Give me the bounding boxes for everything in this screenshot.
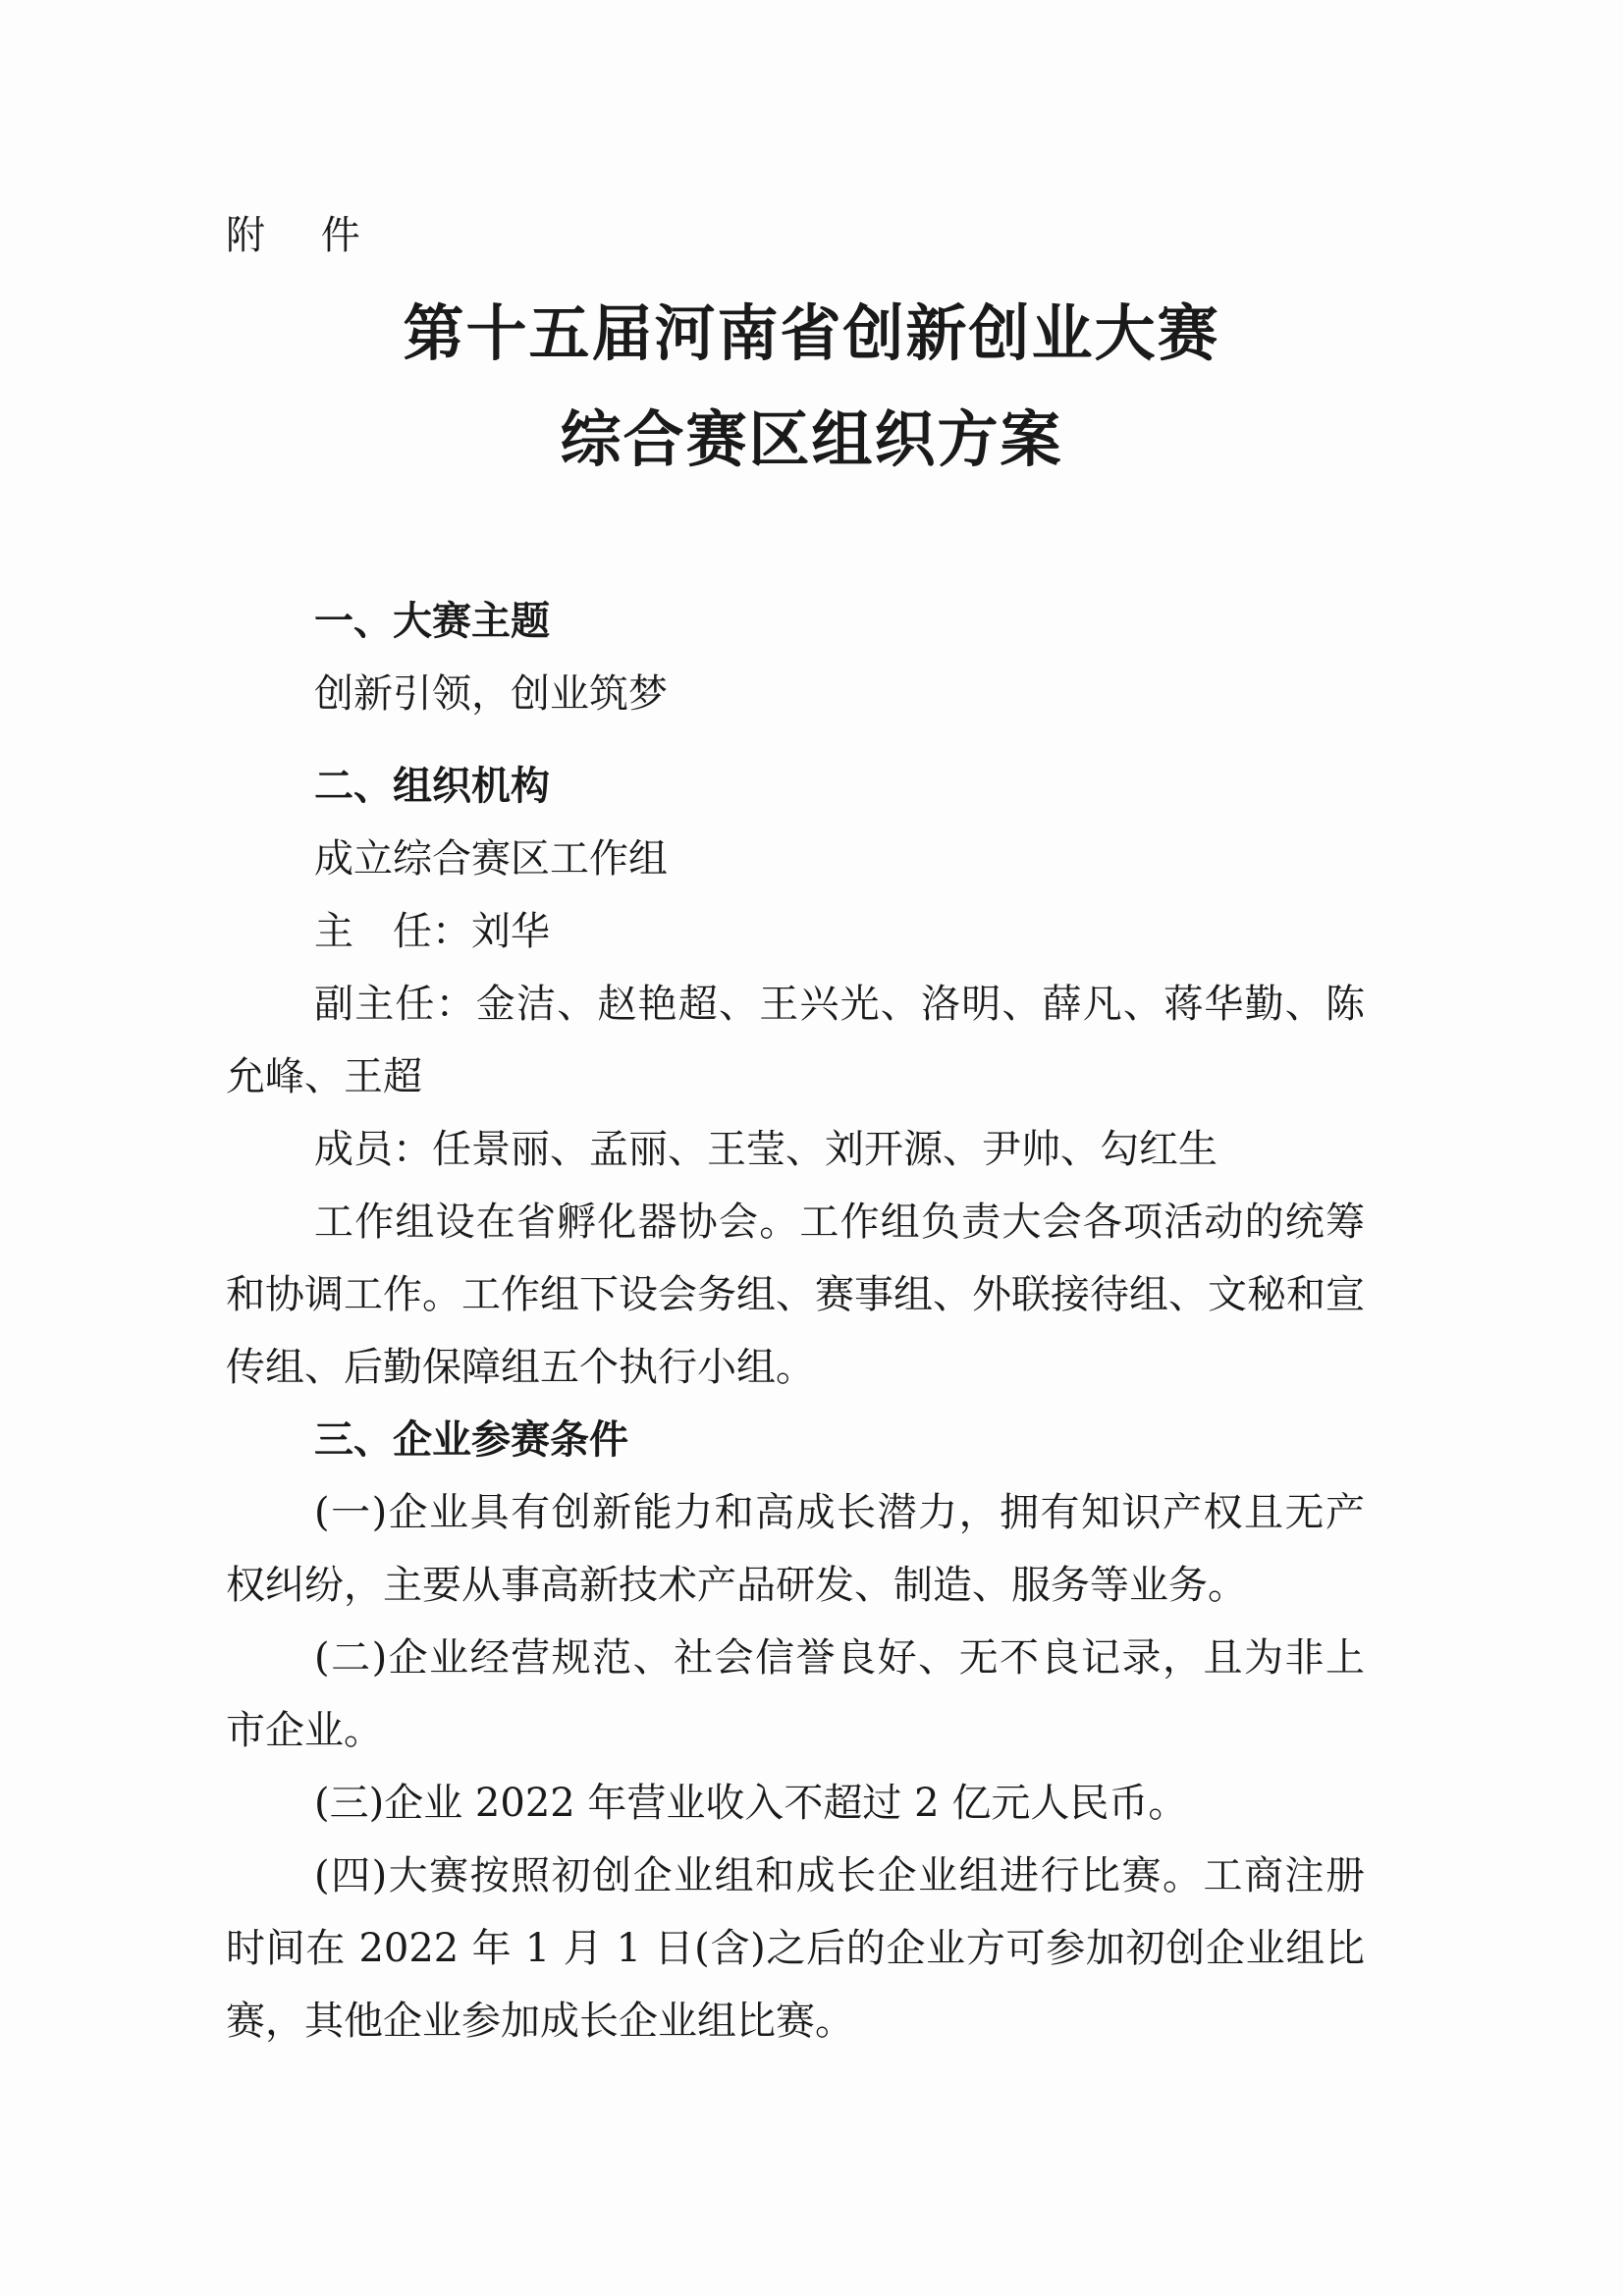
organization-intro: 成立综合赛区工作组 — [314, 836, 668, 881]
section-heading-organization: 二、组织机构 — [314, 764, 550, 809]
condition-3: (三)企业 2022 年营业收入不超过 2 亿元人民币。 — [314, 1781, 1188, 1826]
attachment-label: 附 件 — [226, 213, 382, 258]
document-title-line-2: 综合赛区组织方案 — [560, 403, 1063, 475]
workgroup-paragraph: 工作组设在省孵化器协会。工作组负责大会各项活动的统筹和协调工作。工作组下设会务组、赛事组、外联接待组、文秘和宣传组、后勤保障组五个执行小组。 — [226, 1200, 1365, 1390]
document-title-line-1: 第十五届河南省创新创业大赛 — [403, 297, 1220, 369]
condition-4: (四)大赛按照初创企业组和成长企业组进行比赛。工商注册时间在 2022 年 1 月 1 日(含)之后的企业方可参加初创企业组比赛，其他企业参加成长企业组比赛。 — [226, 1853, 1365, 2044]
section-heading-conditions: 三、企业参赛条件 — [314, 1417, 628, 1463]
condition-1: (一)企业具有创新能力和高成长潜力，拥有知识产权且无产权纠纷，主要从事高新技术产品研发、制造、服务等业务。 — [226, 1490, 1365, 1608]
condition-2: (二)企业经营规范、社会信誉良好、无不良记录，且为非上市企业。 — [226, 1635, 1365, 1753]
director-line: 主 任：刘华 — [314, 909, 550, 954]
section-heading-theme: 一、大赛主题 — [314, 599, 550, 644]
theme-text: 创新引领，创业筑梦 — [314, 671, 668, 717]
members-line: 成员：任景丽、孟丽、王莹、刘开源、尹帅、勾红生 — [314, 1127, 1217, 1172]
deputy-directors-paragraph: 副主任：金洁、赵艳超、王兴光、洛明、薛凡、蒋华勤、陈允峰、王超 — [226, 982, 1365, 1099]
document-body — [226, 585, 1365, 2057]
